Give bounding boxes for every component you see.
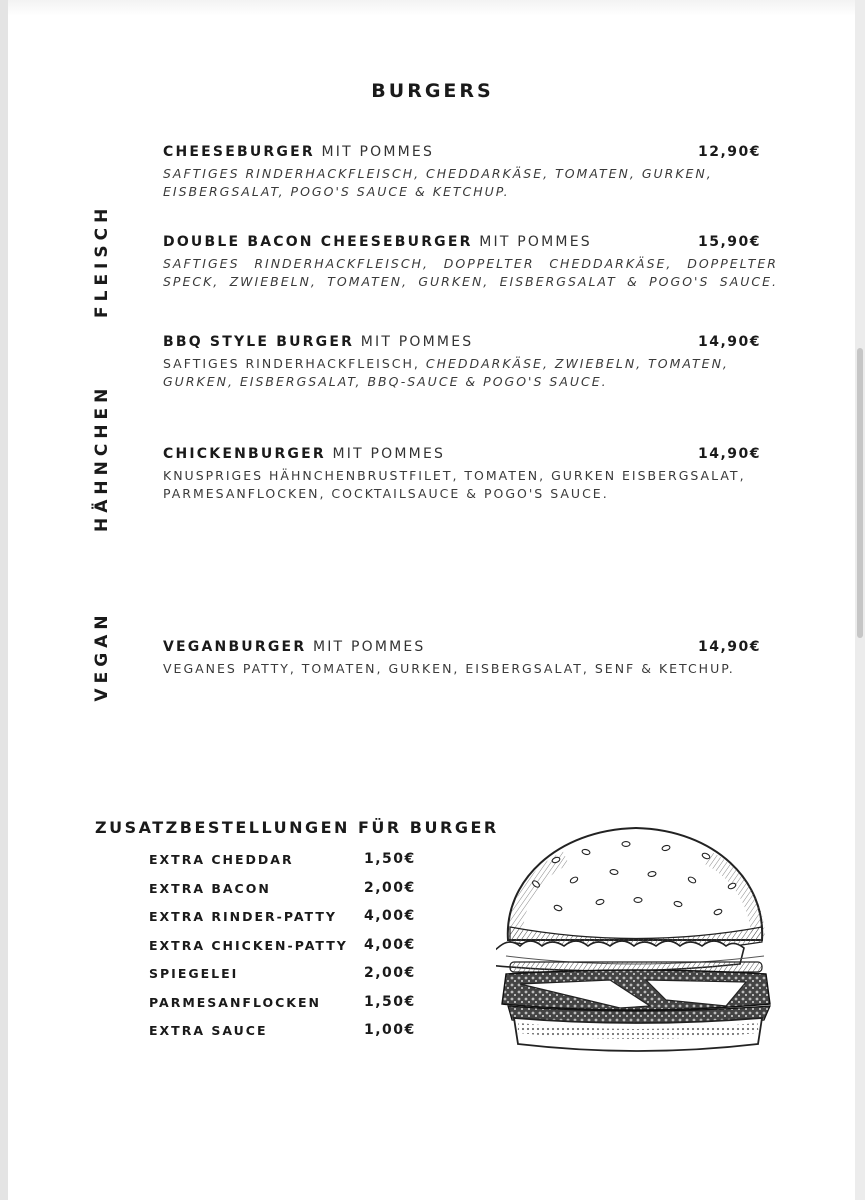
extra-row[interactable]: [149, 966, 449, 995]
item-description: [163, 355, 778, 391]
extra-label: EXTRA SAUCE: [149, 1023, 268, 1038]
menu-item-bbq-style-burger[interactable]: [163, 334, 778, 391]
extra-label: PARMESANFLOCKEN: [149, 994, 321, 1010]
extra-row[interactable]: [149, 995, 449, 1024]
item-name: VEGANBURGER: [163, 639, 307, 655]
category-label-vegan: VEGAN: [92, 610, 112, 702]
item-name: DOUBLE BACON CHEESEBURGER: [163, 234, 473, 250]
extra-label: EXTRA BACON: [149, 880, 271, 896]
item-description-italic: CHEDDARKÄSE, ZWIEBELN, TOMATEN, GURKEN, EISBERGSALAT, BBQ-SAUCE & POGO'S SAUCE.: [163, 356, 729, 389]
burger-illustration-icon: [496, 822, 776, 1057]
item-suffix: MIT POMMES: [312, 639, 426, 655]
item-description: KNUSPRIGES HÄHNCHENBRUSTFILET, TOMATEN, GURKEN EISBERGSALAT, PARMESANFLOCKEN, COCKTAILSAUCE & POGO'S SAUCE.: [163, 468, 746, 501]
item-suffix: MIT POMMES: [321, 144, 435, 160]
item-description: SAFTIGES RINDERHACKFLEISCH, CHEDDARKÄSE, TOMATEN, GURKEN, EISBERGSALAT, POGO'S SAUCE & KETCHUP.: [163, 166, 713, 199]
menu-item-cheeseburger[interactable]: [163, 144, 778, 201]
extra-price: 4,00€: [364, 936, 416, 953]
item-name: CHICKENBURGER: [163, 446, 326, 462]
extra-row[interactable]: [149, 938, 449, 967]
extra-label: EXTRA CHICKEN-PATTY: [149, 937, 348, 953]
extra-row[interactable]: [149, 852, 449, 881]
extras-list: [149, 852, 449, 1052]
menu-item-chickenburger[interactable]: [163, 446, 803, 503]
item-name: CHEESEBURGER: [163, 144, 315, 160]
item-price: 12,90€: [698, 144, 762, 160]
menu-item-veganburger[interactable]: [163, 639, 803, 678]
item-name: BBQ STYLE BURGER: [163, 334, 355, 350]
item-description-plain: SAFTIGES RINDERHACKFLEISCH,: [163, 356, 420, 371]
extra-price: 1,50€: [364, 993, 416, 1010]
item-price: 14,90€: [698, 334, 762, 350]
item-price: 15,90€: [698, 234, 762, 250]
menu-item-double-bacon-cheeseburger[interactable]: [163, 234, 778, 291]
extra-label: SPIEGELEI: [149, 966, 239, 981]
top-shadow: [0, 0, 865, 16]
scrollbar-thumb[interactable]: [857, 348, 863, 638]
extra-price: 2,00€: [364, 879, 416, 896]
extra-row[interactable]: [149, 1023, 449, 1052]
extra-price: 1,00€: [364, 1022, 416, 1038]
item-price: 14,90€: [698, 446, 762, 462]
extra-label: EXTRA RINDER-PATTY: [149, 909, 337, 924]
left-page-border: [0, 0, 8, 1200]
category-label-haehnchen: HÄHNCHEN: [92, 383, 112, 532]
extra-row[interactable]: [149, 909, 449, 938]
item-description: SAFTIGES RINDERHACKFLEISCH, DOPPELTER CHEDDARKÄSE, DOPPELTER SPECK, ZWIEBELN, TOMATEN, GURKEN, EISBERGSALAT & POGO'S SAUCE.: [163, 256, 778, 289]
menu-title: BURGERS: [371, 80, 494, 102]
item-suffix: MIT POMMES: [360, 334, 474, 350]
extra-label: EXTRA CHEDDAR: [149, 852, 294, 867]
extra-price: 2,00€: [364, 965, 416, 981]
item-suffix: MIT POMMES: [332, 446, 446, 462]
extra-price: 1,50€: [364, 851, 416, 867]
extra-price: 4,00€: [364, 908, 416, 924]
category-label-fleisch: FLEISCH: [92, 203, 112, 318]
item-price: 14,90€: [698, 639, 762, 655]
item-suffix: MIT POMMES: [479, 234, 592, 250]
item-description: VEGANES PATTY, TOMATEN, GURKEN, EISBERGSALAT, SENF & KETCHUP.: [163, 661, 735, 676]
extras-title: ZUSATZBESTELLUNGEN FÜR BURGER: [95, 818, 499, 837]
extra-row[interactable]: [149, 881, 449, 910]
